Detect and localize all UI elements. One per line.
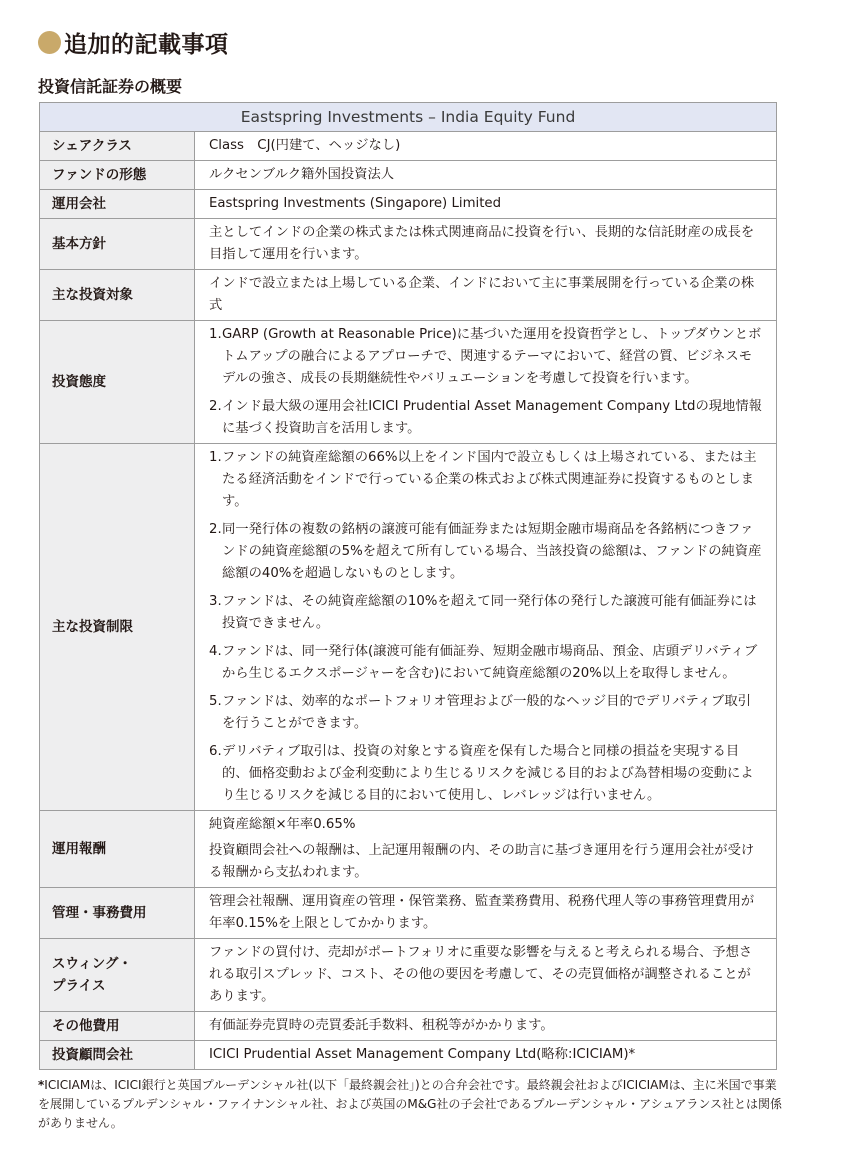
- row-value-limits: [195, 444, 777, 811]
- row-label-other-fees: その他費用: [40, 1012, 195, 1041]
- row-label-limits: 主な投資制限: [40, 444, 195, 811]
- list-item: [209, 691, 762, 735]
- table-row: [40, 219, 777, 270]
- row-value-manager: Eastspring Investments (Singapore) Limited: [195, 190, 777, 219]
- table-row: [40, 888, 777, 939]
- list-item: [209, 396, 762, 440]
- list-item-text: ファンドは、その純資産総額の10%を超えて同一発行体の発行した譲渡可能有価証券には投資できません。: [222, 594, 757, 631]
- row-value-mgmt-fee: [195, 811, 777, 888]
- mgmt-fee-rate: 純資産総額×年率0.65%: [209, 817, 356, 832]
- list-item-number: 4.: [209, 644, 222, 659]
- list-item: [209, 591, 762, 635]
- list-item-number: 1.: [209, 327, 222, 342]
- footnote-mark: *: [38, 1078, 45, 1092]
- row-label-fund-form: ファンドの形態: [40, 161, 195, 190]
- limits-list: [209, 447, 762, 807]
- list-item-text: インド最大級の運用会社ICICI Prudential Asset Management Company Ltdの現地情報に基づく投資助言を活用します。: [222, 399, 762, 436]
- list-item-text: 同一発行体の複数の銘柄の譲渡可能有価証券または短期金融市場商品を各銘柄につきファンドの純資産総額の5%を超えて所有している場合、当該投資の総額は、ファンドの純資産総額の40%を超過しないものとします。: [222, 522, 762, 581]
- row-value-swing: ファンドの買付け、売却がポートフォリオに重要な影響を与えると考えられる場合、予想される取引スプレッド、コスト、その他の要因を考慮して、その売買価格が調整されることがあります。: [195, 939, 777, 1012]
- row-label-mgmt-fee: 運用報酬: [40, 811, 195, 888]
- table-row: [40, 1041, 777, 1070]
- list-item: [209, 324, 762, 390]
- row-value-policy: 主としてインドの企業の株式または株式関連商品に投資を行い、長期的な信託財産の成長を目指して運用を行います。: [195, 219, 777, 270]
- list-item-number: 1.: [209, 450, 222, 465]
- swing-label-line1: スウィング・: [52, 956, 132, 972]
- stance-list: [209, 324, 762, 440]
- list-item-number: 2.: [209, 399, 222, 414]
- bullet-dot-icon: [38, 31, 61, 54]
- section-heading: [38, 27, 229, 57]
- fund-name: Eastspring Investments – India Equity Fund: [40, 103, 777, 132]
- list-item-number: 6.: [209, 744, 222, 759]
- footnote-text: ICICIAMは、ICICI銀行と英国プルーデンシャル社(以下「最終親会社」)との合弁会社です。最終親会社およびICICIAMは、主に米国で事業を展開しているプルデンシャル・ファイナンシャル社、および英国のM&G社の子会社であるプルーデンシャル・アシュアランス社とは関係がありません。: [38, 1078, 783, 1130]
- row-label-targets: 主な投資対象: [40, 270, 195, 321]
- table-row: [40, 270, 777, 321]
- row-label-policy: 基本方針: [40, 219, 195, 270]
- list-item-number: 3.: [209, 594, 222, 609]
- row-value-stance: [195, 321, 777, 444]
- list-item-number: 5.: [209, 694, 222, 709]
- table-row: [40, 444, 777, 811]
- row-value-advisor: ICICI Prudential Asset Management Company Ltd(略称:ICICIAM)*: [195, 1041, 777, 1070]
- row-value-share-class: Class CJ(円建て、ヘッジなし): [195, 132, 777, 161]
- list-item: [209, 447, 762, 513]
- mgmt-fee-note: 投資顧問会社への報酬は、上記運用報酬の内、その助言に基づき運用を行う運用会社が受ける報酬から支払われます。: [209, 843, 755, 880]
- list-item: [209, 641, 762, 685]
- swing-label-line2: プライス: [52, 978, 106, 994]
- list-item: [209, 741, 762, 807]
- row-label-advisor: 投資顧問会社: [40, 1041, 195, 1070]
- table-row: [40, 190, 777, 219]
- table-row: [40, 132, 777, 161]
- row-value-fund-form: ルクセンブルク籍外国投資法人: [195, 161, 777, 190]
- list-item: [209, 519, 762, 585]
- list-item-text: GARP (Growth at Reasonable Price)に基づいた運用を投資哲学とし、トップダウンとボトムアップの融合によるアプローチで、関連するテーマにおいて、経営の質、ビジネスモデルの強さ、成長の長期継続性やバリュエーションを考慮して投資を行います。: [222, 327, 762, 386]
- row-label-manager: 運用会社: [40, 190, 195, 219]
- footnote: [38, 1076, 784, 1133]
- row-value-targets: インドで設立または上場している企業、インドにおいて主に事業展開を行っている企業の株式: [195, 270, 777, 321]
- subheading: 投資信託証券の概要: [38, 77, 183, 96]
- table-row: [40, 321, 777, 444]
- table-row: [40, 811, 777, 888]
- row-label-admin-fee: 管理・事務費用: [40, 888, 195, 939]
- row-label-share-class: シェアクラス: [40, 132, 195, 161]
- list-item-text: ファンドの純資産総額の66%以上をインド国内で設立もしくは上場されている、または主たる経済活動をインドで行っている企業の株式および株式関連証券に投資するものとします。: [222, 450, 757, 509]
- table-row: [40, 939, 777, 1012]
- table-row: [40, 161, 777, 190]
- list-item-text: ファンドは、効率的なポートフォリオ管理および一般的なヘッジ目的でデリバティブ取引を行うことができます。: [222, 694, 751, 731]
- row-label-stance: 投資態度: [40, 321, 195, 444]
- list-item-number: 2.: [209, 522, 222, 537]
- table-caption-row: [40, 103, 777, 132]
- list-item-text: ファンドは、同一発行体(譲渡可能有価証券、短期金融市場商品、預金、店頭デリバティブから生じるエクスポージャーを含む)において純資産総額の20%以上を取得しません。: [222, 644, 758, 681]
- section-heading-text: 追加的記載事項: [64, 31, 229, 58]
- row-value-other-fees: 有価証券売買時の売買委託手数料、租税等がかかります。: [195, 1012, 777, 1041]
- row-value-admin-fee: 管理会社報酬、運用資産の管理・保管業務、監査業務費用、税務代理人等の事務管理費用が年率0.15%を上限としてかかります。: [195, 888, 777, 939]
- table-row: [40, 1012, 777, 1041]
- list-item-text: デリバティブ取引は、投資の対象とする資産を保有した場合と同様の損益を実現する目的、価格変動および金利変動により生じるリスクを減じる目的および為替相場の変動により生じるリスクを減じる目的において使用し、レバレッジは行いません。: [222, 744, 754, 803]
- fund-overview-table: [39, 102, 777, 1070]
- row-label-swing: [40, 939, 195, 1012]
